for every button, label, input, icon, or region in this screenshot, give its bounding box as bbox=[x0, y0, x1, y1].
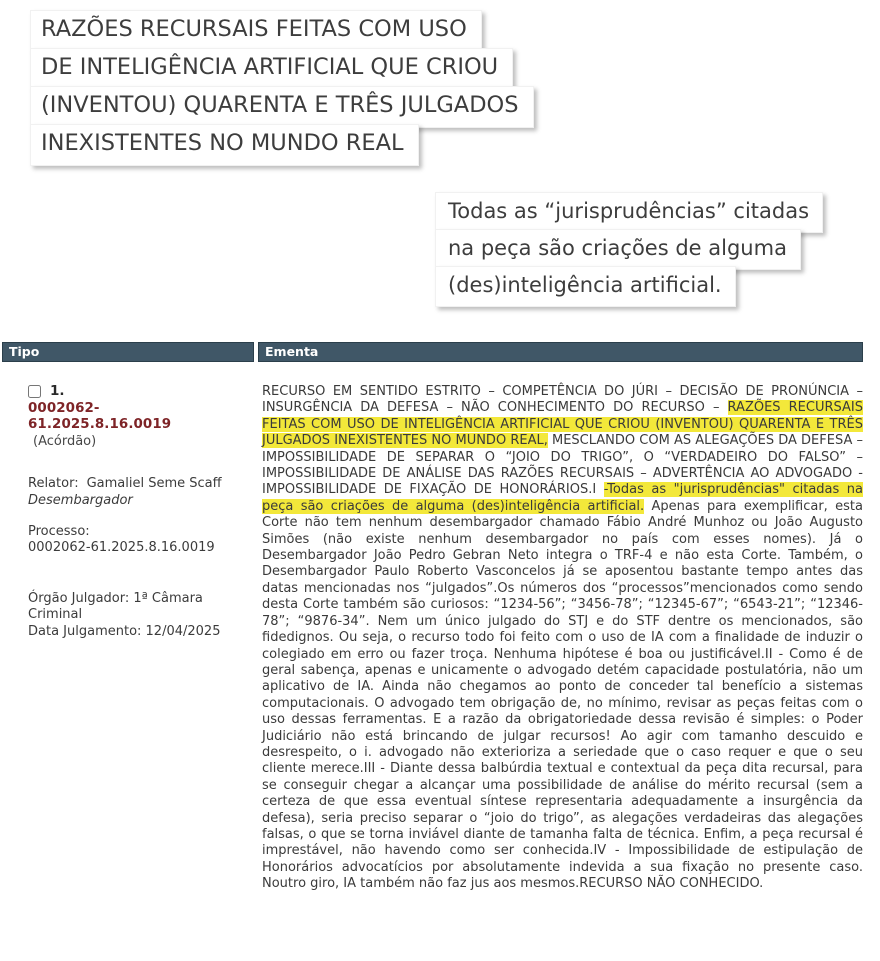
ementa-plain-text: Apenas para exemplificar, esta Corte não tem nenhum desembargador chamado Fábio André Munhoz ou João Augusto Simões (não existe nenhum desembargador no país com esses nomes). Já o Desembargador João Pedro Gebran Neto integra o TRF-4 e não esta Corte. Também, o Desembargador Paulo Roberto Vasconcelos já se aposentou bastante tempo antes das datas mencionadas nos “julgados”.Os números dos “processos”mencionados como sendo desta Corte também são curiosos: “1234-56”; “3456-78”; “12345-67”; “6543-21”; “12346-78”; “9876-34”. Nem um único julgado do STJ e do STF dentre os mencionados, são fidedignos. Ou seja, o recurso todo foi feito com o uso de IA com a finalidade de induzir o colegiado em erro ou fazer troça. Nenhuma hipótese é boa ou justificável.II - Como é de geral sabença, apenas e unicamente o advogado detém capacidade postulatória, não um aplicativo de IA. Ainda não chegamos ao ponto de conceder tal benefício a sistemas computacionais. O advogado tem obrigação de, no mínimo, revisar as peças feitas com o uso dessas ferramentas. E a razão da obrigatoriedade dessa revisão é simples: o Poder Judiciário não está brincando de julgar recursos! Ao agir com tamanho descuido e desrespeito, o i. advogado não exterioriza a seriedade que o caso requer e que o seu cliente merece.III - Diante dessa balbúrdia textual e contextual da peça dita recursal, para se conseguir chegar a alcançar uma possibilidade de análise do mérito recursal (sem a certeza de que essa eventual síntese representaria adequadamente a insurgência da defesa), seria preciso separar o “joio do trigo”, as alegações verdadeiras das alegações falsas, o que se torna inviável diante de tamanha falta de técnica. Enfim, a peça recursal é imprestável, não havendo como ser conhecida.IV - Impossibilidade de estipulação de Honorários advocatícios por absolutamente indevida a sua fixação no presente caso. Noutro giro, IA também não faz jus aos mesmos.RECURSO NÃO CONHECIDO. bbox=[262, 498, 863, 892]
ementa-highlighted-text: RAZÕES RECURSAIS FEITAS COM USO DE INTELIGÊNCIA ARTIFICIAL QUE CRIOU (INVENTOU) QUARENTA E TRÊS JULGADOS INEXISTENTES NO MUNDO REAL, bbox=[262, 400, 863, 449]
ementa-plain-text: RECURSO EM SENTIDO ESTRITO – COMPETÊNCIA DO JÚRI – DECISÃO DE PRONÚNCIA – INSURGÊNCIA DA DEFESA – NÃO CONHECIMENTO DO RECURSO – bbox=[262, 384, 863, 416]
column-header-ementa[interactable]: Ementa bbox=[258, 342, 863, 362]
data-julgamento: Data Julgamento: 12/04/2025 bbox=[28, 623, 221, 639]
ementa-highlighted-text: -Todas as "jurisprudências" citadas na peça são criações de alguma (des)inteligência artificial. bbox=[262, 482, 863, 514]
doc-type-label: (Acórdão) bbox=[33, 433, 97, 449]
annotation-line: INEXISTENTES NO MUNDO REAL bbox=[30, 124, 419, 166]
relator-name: Gamaliel Seme Scaff bbox=[86, 476, 222, 492]
ementa-text bbox=[262, 384, 863, 893]
result-checkbox[interactable] bbox=[28, 385, 41, 398]
relator-label: Relator: bbox=[28, 476, 79, 492]
relator-title: Desembargador bbox=[28, 492, 133, 508]
column-header-tipo[interactable]: Tipo bbox=[2, 342, 254, 362]
annotation-line: (INVENTOU) QUARENTA E TRÊS JULGADOS bbox=[30, 86, 534, 128]
annotation-line: na peça são criações de alguma bbox=[435, 229, 801, 270]
processo-block bbox=[28, 524, 240, 557]
annotation-line: RAZÕES RECURSAIS FEITAS COM USO bbox=[30, 10, 482, 52]
processo-number: 0002062-61.2025.8.16.0019 bbox=[28, 540, 215, 556]
processo-label: Processo: bbox=[28, 524, 90, 540]
case-number-link[interactable]: 0002062-61.2025.8.16.0019 bbox=[28, 401, 172, 433]
ementa-plain-text: MESCLANDO COM AS ALEGAÇÕES DA DEFESA – IMPOSSIBILIDADE DE SEPARAR O “JOIO DO TRIGO”, O “VERDADEIRO DO FALSO” – IMPOSSIBILIDADE DE ANÁLISE DAS RAZÕES RECURSAIS – ADVERTÊNCIA AO ADVOGADO - IMPOSSIBILIDADE DE FIXAÇÃO DE HONORÁRIOS.I bbox=[262, 433, 863, 498]
orgao-block bbox=[28, 591, 240, 640]
result-header bbox=[28, 383, 240, 400]
annotation-line: Todas as “jurisprudências” citadas bbox=[435, 192, 823, 233]
orgao-julgador: Órgão Julgador: 1ª Câmara Criminal bbox=[28, 590, 203, 623]
result-tipo-cell bbox=[28, 383, 240, 640]
annotation-headline bbox=[30, 10, 534, 162]
relator-block bbox=[28, 476, 240, 509]
annotation-line: DE INTELIGÊNCIA ARTIFICIAL QUE CRIOU bbox=[30, 48, 513, 90]
annotation-line: (des)inteligência artificial. bbox=[435, 266, 736, 307]
result-index: 1. bbox=[50, 383, 65, 400]
annotation-note bbox=[435, 192, 823, 303]
